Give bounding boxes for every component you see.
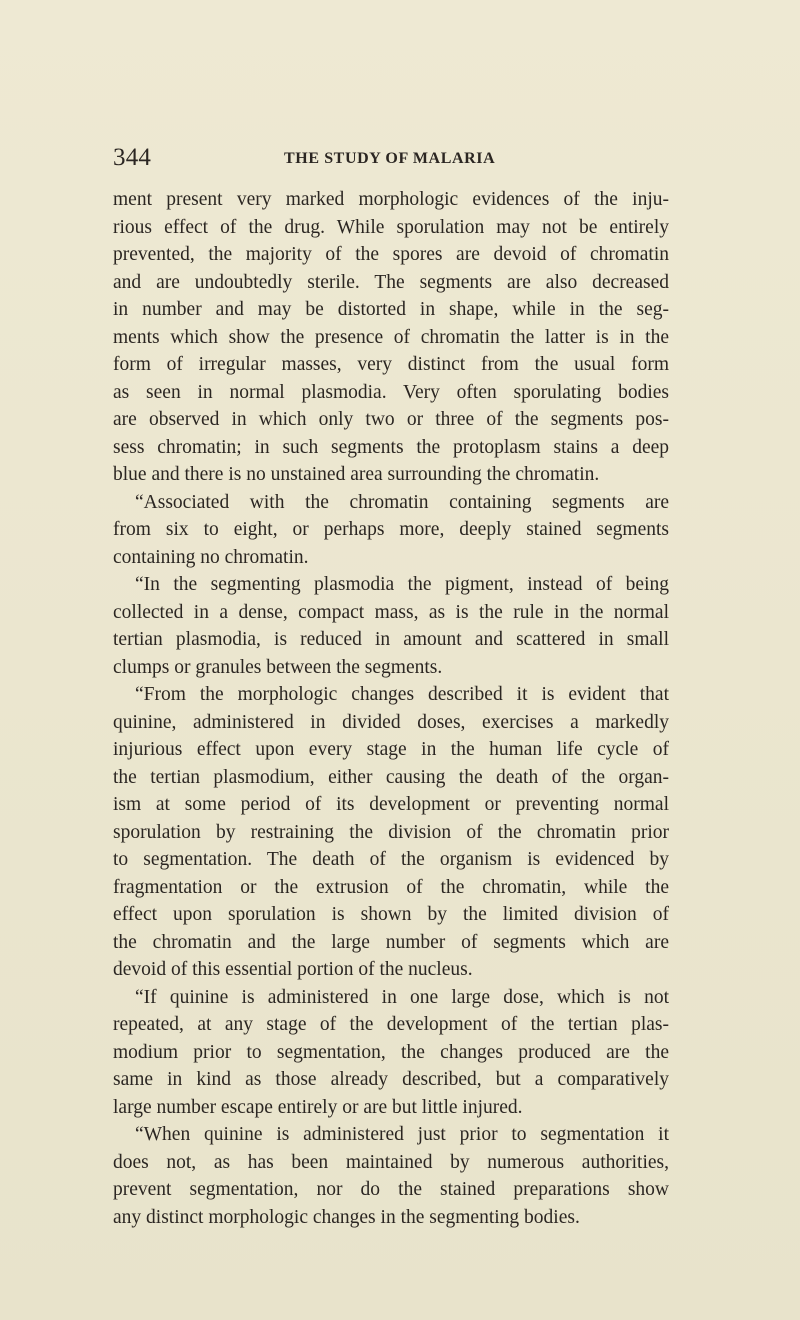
text-line: effect upon sporulation is shown by the limited division of [113, 904, 669, 925]
text-line: form of irregular masses, very distinct from the usual form [113, 354, 669, 375]
text-line: and are undoubtedly sterile. The segments are also decreased [113, 271, 669, 293]
text-line: prevented, the majority of the spores are devoid of chromatin [113, 244, 669, 265]
text-line: sporulation by restraining the division of the chromatin prior [113, 821, 669, 843]
paragraph-start-line: “In the segmenting plasmodia the pigment, instead of being [135, 574, 669, 595]
text-line: modium prior to segmentation, the changes produced are the [113, 1041, 669, 1063]
paragraph-start-line: “Associated with the chromatin containing segments are [135, 491, 669, 513]
paragraph-end-line: large number escape entirely or are but little injured. [113, 1096, 523, 1118]
running-head: THE STUDY OF MALARIA [284, 150, 496, 167]
text-line: sess chromatin; in such segments the protoplasm stains a deep [113, 436, 669, 458]
text-line: as seen in normal plasmodia. Very often sporulating bodies [113, 381, 669, 403]
paragraph-start-line: “When quinine is administered just prior to segmentation it [135, 1124, 669, 1145]
text-line: from six to eight, or perhaps more, deeply stained segments [113, 519, 669, 540]
paragraph-end-line: blue and there is no unstained area surrounding the chromatin. [113, 464, 600, 485]
text-line: ments which show the presence of chromatin the latter is in the [113, 326, 669, 348]
text-line: collected in a dense, compact mass, as is the rule in the normal [113, 601, 669, 623]
page-number: 344 [113, 144, 152, 171]
text-line: same in kind as those already described, but a comparatively [113, 1069, 669, 1090]
text-line: does not, as has been maintained by numerous authorities, [113, 1151, 669, 1173]
paragraph-end-line: containing no chromatin. [113, 546, 309, 568]
body-text [113, 186, 669, 1231]
text-line: are observed in which only two or three of the segments pos- [113, 409, 669, 430]
text-line: the tertian plasmodium, either causing the death of the organ- [113, 766, 669, 788]
text-line: to segmentation. The death of the organism is evidenced by [113, 849, 669, 870]
text-line: in number and may be distorted in shape, while in the seg- [113, 299, 669, 320]
text-line: repeated, at any stage of the development of the tertian plas- [113, 1014, 669, 1035]
page-header [113, 145, 613, 171]
paragraph-start-line: “From the morphologic changes described it is evident that [135, 684, 669, 705]
text-line: ment present very marked morphologic evidences of the inju- [113, 189, 669, 210]
text-line: tertian plasmodia, is reduced in amount and scattered in small [113, 629, 669, 650]
paragraph-start-line: “If quinine is administered in one large dose, which is not [135, 986, 669, 1008]
text-line: rious effect of the drug. While sporulation may not be entirely [113, 216, 669, 238]
paragraph-end-line: clumps or granules between the segments. [113, 656, 443, 678]
text-line: prevent segmentation, nor do the stained preparations show [113, 1179, 669, 1200]
text-line: ism at some period of its development or preventing normal [113, 794, 669, 815]
text-line: quinine, administered in divided doses, exercises a markedly [113, 711, 669, 733]
paragraph-end-line: any distinct morphologic changes in the segmenting bodies. [113, 1206, 580, 1228]
paragraph-end-line: devoid of this essential portion of the nucleus. [113, 959, 473, 980]
text-line: fragmentation or the extrusion of the chromatin, while the [113, 876, 669, 898]
text-line: the chromatin and the large number of segments which are [113, 931, 669, 953]
text-line: injurious effect upon every stage in the human life cycle of [113, 739, 669, 760]
